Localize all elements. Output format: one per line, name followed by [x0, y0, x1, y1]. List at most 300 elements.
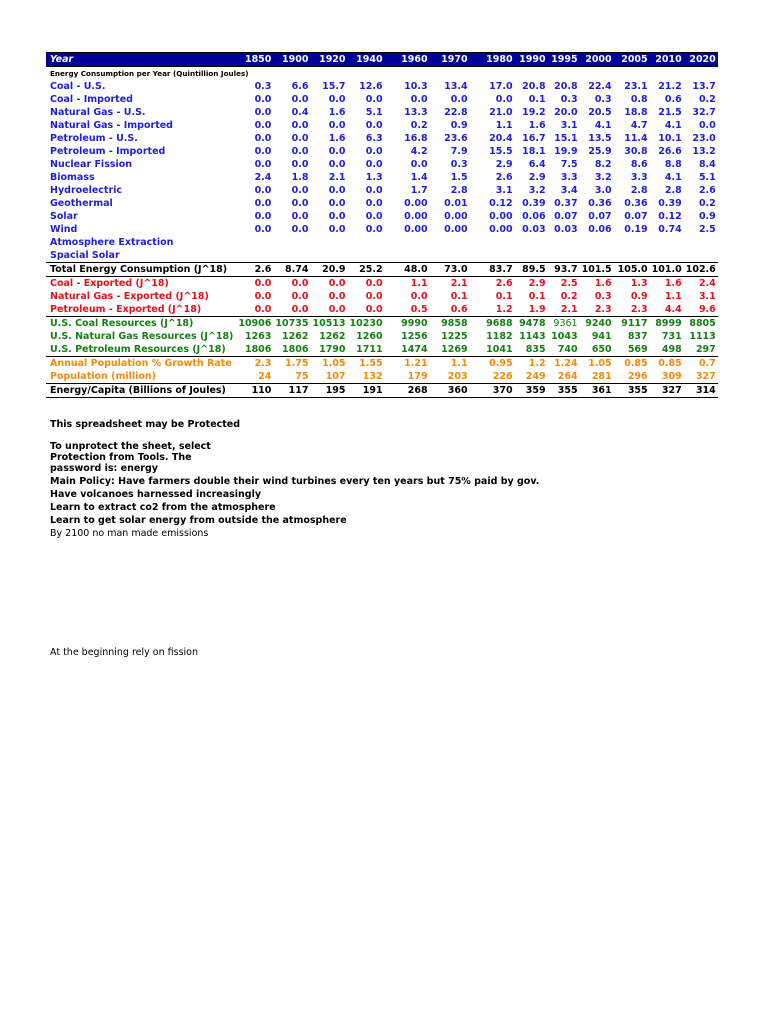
value-cell: 3.4 — [560, 185, 578, 196]
value-cell: 0.0 — [365, 224, 383, 235]
value-cell: 25.9 — [588, 146, 612, 157]
value-cell: 1.05 — [588, 358, 612, 369]
value-cell: 0.0 — [254, 146, 272, 157]
value-cell: 0.3 — [254, 81, 272, 92]
value-cell: 105.0 — [614, 263, 650, 277]
value-cell: 0.0 — [291, 185, 309, 196]
value-cell: 0.3 — [560, 94, 578, 105]
value-cell: 0.00 — [404, 224, 428, 235]
value-cell: 359 — [515, 384, 548, 398]
value-cell: 0.00 — [404, 198, 428, 209]
value-cell: 0.0 — [365, 159, 383, 170]
value-cell: 0.3 — [594, 291, 612, 302]
value-cell: 13.5 — [588, 133, 612, 144]
row-label: Spacial Solar — [46, 249, 235, 263]
value-cell: 4.1 — [664, 172, 682, 183]
value-cell: 0.0 — [254, 211, 272, 222]
year-header-cell: 1960 — [385, 53, 430, 67]
value-cell: 16.7 — [522, 133, 546, 144]
value-cell: 0.1 — [450, 291, 468, 302]
value-cell: 309 — [650, 370, 684, 384]
row-label: Coal - U.S. — [50, 81, 106, 92]
value-cell: 314 — [684, 384, 718, 398]
value-cell — [385, 249, 430, 263]
value-cell — [684, 236, 718, 249]
value-cell: 89.5 — [515, 263, 548, 277]
value-cell: 30.8 — [624, 146, 648, 157]
value-cell: 101.0 — [651, 264, 682, 275]
value-cell: 0.0 — [328, 198, 346, 209]
value-cell: 15.5 — [489, 146, 513, 157]
value-cell: 1041 — [470, 343, 515, 357]
value-cell: 0.74 — [658, 224, 682, 235]
value-cell: 10906 — [238, 318, 272, 329]
value-cell: 0.37 — [554, 198, 578, 209]
value-cell: 117 — [273, 384, 310, 398]
value-cell: 3.0 — [594, 185, 612, 196]
value-cell: 23.6 — [444, 133, 468, 144]
value-cell: 355 — [614, 384, 650, 398]
value-cell: 75 — [273, 370, 310, 384]
value-cell: 0.0 — [328, 291, 346, 302]
value-cell: 0.2 — [698, 198, 716, 209]
policy-space-solar: Learn to get solar energy from outside the atmosphere — [50, 515, 347, 526]
value-cell: 10.3 — [404, 81, 428, 92]
value-cell: 0.0 — [291, 198, 309, 209]
value-cell: 2.3 — [614, 303, 650, 317]
value-cell: 1.6 — [328, 107, 346, 118]
table-row — [46, 80, 718, 93]
value-cell: 1269 — [430, 343, 470, 357]
value-cell: 9117 — [621, 318, 648, 329]
value-cell: 1.3 — [365, 172, 383, 183]
value-cell: 0.0 — [365, 120, 383, 131]
row-label: Natural Gas - Imported — [50, 120, 173, 131]
value-cell: 0.12 — [489, 198, 513, 209]
value-cell — [614, 249, 650, 263]
value-cell: 0.0 — [254, 224, 272, 235]
year-header-cell: 1990 — [515, 53, 548, 67]
year-header-cell: 2005 — [614, 53, 650, 67]
year-header-cell: 2020 — [684, 53, 718, 67]
value-cell: 0.6 — [430, 303, 470, 317]
value-cell: 0.6 — [664, 94, 682, 105]
value-cell: 281 — [580, 370, 614, 384]
value-cell: 1790 — [310, 343, 347, 357]
value-cell: 0.01 — [444, 198, 468, 209]
value-cell: 3.2 — [528, 185, 546, 196]
value-cell: 0.0 — [328, 120, 346, 131]
value-cell: 1474 — [385, 343, 430, 357]
value-cell — [684, 249, 718, 263]
value-cell — [515, 249, 548, 263]
value-cell: 1.6 — [594, 278, 612, 289]
policy-emissions: By 2100 no man made emissions — [50, 528, 209, 539]
value-cell — [273, 236, 310, 249]
value-cell: 1.1 — [495, 120, 513, 131]
value-cell: 0.0 — [254, 278, 272, 289]
value-cell: 9858 — [441, 318, 468, 329]
year-header-cell: 1980 — [470, 53, 515, 67]
value-cell: 110 — [235, 384, 273, 398]
value-cell: 0.36 — [588, 198, 612, 209]
value-cell: 0.0 — [254, 107, 272, 118]
value-cell: 1.75 — [285, 358, 309, 369]
table-row — [46, 330, 718, 343]
value-cell: 21.0 — [489, 107, 513, 118]
value-cell: 1262 — [282, 331, 309, 342]
value-cell: 0.36 — [624, 198, 648, 209]
value-cell: 32.7 — [692, 107, 716, 118]
value-cell: 24 — [235, 370, 273, 384]
value-cell: 6.4 — [528, 159, 546, 170]
value-cell: 0.4 — [291, 107, 309, 118]
value-cell: 0.1 — [495, 291, 513, 302]
value-cell: 1113 — [689, 331, 716, 342]
value-cell: 0.95 — [489, 358, 513, 369]
table-row — [46, 184, 718, 197]
value-cell: 3.1 — [698, 291, 716, 302]
table-row — [46, 106, 718, 119]
value-cell: 0.2 — [698, 94, 716, 105]
value-cell: 20.8 — [554, 81, 578, 92]
table-row — [46, 357, 718, 371]
value-cell — [548, 236, 580, 249]
value-cell: 9.6 — [684, 303, 718, 317]
value-cell — [548, 249, 580, 263]
value-cell: 0.0 — [410, 291, 428, 302]
value-cell: 0.00 — [404, 211, 428, 222]
row-label: Total Energy Consumption (J^18) — [46, 263, 235, 277]
value-cell: 1.4 — [410, 172, 428, 183]
value-cell: 9361 — [553, 318, 578, 329]
value-cell: 8805 — [689, 318, 716, 329]
year-header-cell: 1900 — [273, 53, 310, 67]
value-cell: 0.2 — [560, 291, 578, 302]
value-cell: 0.0 — [291, 159, 309, 170]
value-cell: 5.1 — [698, 172, 716, 183]
value-cell: 2.5 — [698, 224, 716, 235]
value-cell: 0.0 — [328, 185, 346, 196]
value-cell: 21.2 — [658, 81, 682, 92]
value-cell: 17.0 — [489, 81, 513, 92]
value-cell: 23.1 — [624, 81, 648, 92]
value-cell: 1182 — [486, 331, 513, 342]
value-cell: 203 — [430, 370, 470, 384]
value-cell: 6.6 — [291, 81, 309, 92]
value-cell: 0.06 — [522, 211, 546, 222]
year-header-cell: 1940 — [348, 53, 385, 67]
row-label: Atmosphere Extraction — [50, 237, 174, 248]
value-cell: 2.9 — [528, 172, 546, 183]
value-cell: 0.7 — [698, 358, 716, 369]
value-cell: 941 — [591, 331, 612, 342]
value-cell: 2.3 — [580, 303, 614, 317]
value-cell: 1043 — [551, 331, 578, 342]
table-row — [46, 171, 718, 184]
value-cell: 20.8 — [522, 81, 546, 92]
value-cell: 8999 — [655, 318, 682, 329]
value-cell: 0.0 — [450, 94, 468, 105]
value-cell: 370 — [470, 384, 515, 398]
value-cell: 16.8 — [404, 133, 428, 144]
value-cell: 0.3 — [594, 94, 612, 105]
value-cell: 20.4 — [489, 133, 513, 144]
value-cell: 0.0 — [328, 94, 346, 105]
protected-note: This spreadsheet may be Protected — [50, 419, 241, 430]
unprotect-note-line-1: To unprotect the sheet, select — [50, 441, 211, 452]
value-cell: 1262 — [319, 331, 346, 342]
value-cell: 1260 — [356, 331, 383, 342]
table-row — [46, 263, 718, 277]
table-row — [46, 317, 718, 331]
value-cell: 0.0 — [254, 120, 272, 131]
value-cell: 1.2 — [470, 303, 515, 317]
value-cell: 0.0 — [291, 133, 309, 144]
value-cell: 1.8 — [291, 172, 309, 183]
value-cell: 8.74 — [273, 263, 310, 277]
value-cell: 1.5 — [450, 172, 468, 183]
table-row — [46, 223, 718, 236]
value-cell: 4.7 — [630, 120, 648, 131]
table-row — [46, 370, 718, 384]
value-cell: 0.03 — [522, 224, 546, 235]
value-cell: 2.9 — [495, 159, 513, 170]
value-cell: 0.0 — [310, 303, 347, 317]
value-cell: 0.0 — [235, 303, 273, 317]
value-cell: 0.00 — [444, 211, 468, 222]
energy-spreadsheet — [46, 52, 718, 398]
value-cell: 0.5 — [385, 303, 430, 317]
value-cell: 0.03 — [554, 224, 578, 235]
value-cell: 0.07 — [588, 211, 612, 222]
value-cell: 0.0 — [291, 146, 309, 157]
value-cell: 3.1 — [495, 185, 513, 196]
value-cell: 360 — [430, 384, 470, 398]
year-header-cell: 1970 — [430, 53, 470, 67]
value-cell: 8.4 — [698, 159, 716, 170]
value-cell: 0.0 — [495, 94, 513, 105]
value-cell — [310, 236, 347, 249]
value-cell: 10.1 — [658, 133, 682, 144]
value-cell: 0.0 — [365, 211, 383, 222]
value-cell: 9688 — [486, 318, 513, 329]
value-cell: 731 — [661, 331, 682, 342]
value-cell — [430, 249, 470, 263]
value-cell: 0.0 — [365, 94, 383, 105]
table-row — [46, 145, 718, 158]
value-cell: 1.6 — [328, 133, 346, 144]
value-cell — [235, 236, 273, 249]
value-cell: 0.0 — [254, 159, 272, 170]
row-label: Nuclear Fission — [50, 159, 133, 170]
value-cell: 0.0 — [291, 94, 309, 105]
value-cell: 0.9 — [698, 211, 716, 222]
table-row — [46, 197, 718, 210]
table-row — [46, 277, 718, 291]
value-cell: 22.8 — [444, 107, 468, 118]
value-cell: 0.00 — [489, 224, 513, 235]
value-cell: 0.0 — [365, 278, 383, 289]
value-cell: 2.4 — [254, 172, 272, 183]
value-cell: 1.1 — [450, 358, 468, 369]
value-cell: 2.4 — [698, 278, 716, 289]
value-cell — [385, 236, 430, 249]
year-header-cell: 2010 — [650, 53, 684, 67]
value-cell: 102.6 — [685, 264, 716, 275]
value-cell: 6.3 — [365, 133, 383, 144]
value-cell: 0.0 — [254, 133, 272, 144]
value-cell: 2.9 — [528, 278, 546, 289]
value-cell: 0.0 — [291, 211, 309, 222]
row-label: Population (million) — [46, 370, 235, 384]
value-cell: 19.2 — [522, 107, 546, 118]
value-cell: 0.1 — [528, 94, 546, 105]
policy-main: Main Policy: Have farmers double their wind turbines every ten years but 75% paid by gov. — [50, 476, 540, 487]
value-cell: 1.05 — [322, 358, 346, 369]
value-cell: 327 — [684, 370, 718, 384]
value-cell: 2.8 — [450, 185, 468, 196]
value-cell: 297 — [684, 343, 718, 357]
value-cell: 12.6 — [359, 81, 383, 92]
value-cell: 0.9 — [450, 120, 468, 131]
value-cell: 0.0 — [410, 159, 428, 170]
value-cell: 0.0 — [698, 120, 716, 131]
value-cell: 2.3 — [254, 358, 272, 369]
value-cell: 2.6 — [698, 185, 716, 196]
value-cell: 2.8 — [630, 185, 648, 196]
year-header-cell: 1995 — [548, 53, 580, 67]
value-cell: 2.1 — [450, 278, 468, 289]
table-row — [46, 158, 718, 171]
value-cell — [580, 236, 614, 249]
value-cell — [515, 236, 548, 249]
value-cell: 3.2 — [594, 172, 612, 183]
value-cell: 1.24 — [554, 358, 578, 369]
value-cell: 13.3 — [404, 107, 428, 118]
value-cell: 4.2 — [410, 146, 428, 157]
row-label: Natural Gas - U.S. — [50, 107, 146, 118]
value-cell: 20.9 — [310, 263, 347, 277]
table-row — [46, 290, 718, 303]
row-label: U.S. Coal Resources (J^18) — [50, 318, 194, 329]
value-cell: 132 — [348, 370, 385, 384]
row-label: Petroleum - U.S. — [50, 133, 138, 144]
value-cell: 0.00 — [444, 224, 468, 235]
value-cell: 15.7 — [322, 81, 346, 92]
value-cell: 83.7 — [470, 263, 515, 277]
value-cell — [650, 249, 684, 263]
value-cell: 18.1 — [522, 146, 546, 157]
value-cell: 0.0 — [273, 303, 310, 317]
value-cell: 7.9 — [450, 146, 468, 157]
row-label: U.S. Petroleum Resources (J^18) — [46, 343, 235, 357]
value-cell: 3.3 — [560, 172, 578, 183]
table-row — [46, 303, 718, 317]
row-label: Geothermal — [50, 198, 113, 209]
value-cell: 0.0 — [254, 94, 272, 105]
value-cell: 21.5 — [658, 107, 682, 118]
value-cell: 22.4 — [588, 81, 612, 92]
value-cell: 569 — [614, 343, 650, 357]
value-cell — [614, 236, 650, 249]
value-cell: 8.8 — [664, 159, 682, 170]
row-label: Wind — [50, 224, 78, 235]
value-cell: 1.2 — [528, 358, 546, 369]
energy-consumption-subheader: Energy Consumption per Year (Quintillion Joules) — [50, 69, 249, 78]
value-cell: 1225 — [441, 331, 468, 342]
value-cell: 8.6 — [630, 159, 648, 170]
row-label: Coal - Exported (J^18) — [50, 278, 169, 289]
table-row — [46, 93, 718, 106]
value-cell — [470, 249, 515, 263]
value-cell: 0.0 — [291, 120, 309, 131]
value-cell — [650, 236, 684, 249]
value-cell: 0.0 — [254, 291, 272, 302]
value-cell: 0.85 — [658, 358, 682, 369]
row-label: Petroleum - Imported — [50, 146, 166, 157]
value-cell: 0.07 — [624, 211, 648, 222]
value-cell — [310, 249, 347, 263]
value-cell: 195 — [310, 384, 347, 398]
value-cell: 0.0 — [328, 224, 346, 235]
value-cell: 5.1 — [365, 107, 383, 118]
value-cell: 13.4 — [444, 81, 468, 92]
value-cell: 1263 — [244, 331, 272, 342]
value-cell: 15.1 — [554, 133, 578, 144]
value-cell: 327 — [650, 384, 684, 398]
value-cell: 9990 — [401, 318, 428, 329]
value-cell: 0.0 — [254, 185, 272, 196]
row-label: Hydroelectric — [50, 185, 123, 196]
value-cell: 4.4 — [650, 303, 684, 317]
value-cell: 0.2 — [410, 120, 428, 131]
value-cell: 9240 — [585, 318, 612, 329]
value-cell: 0.06 — [588, 224, 612, 235]
table-row — [46, 236, 718, 249]
year-header-cell: 2000 — [580, 53, 614, 67]
value-cell: 0.0 — [254, 198, 272, 209]
policy-volcanoes: Have volcanoes harnessed increasingly — [50, 489, 262, 500]
value-cell: 2.1 — [548, 303, 580, 317]
value-cell: 18.8 — [624, 107, 648, 118]
value-cell: 3.1 — [560, 120, 578, 131]
value-cell: 4.1 — [664, 120, 682, 131]
value-cell: 2.6 — [235, 263, 273, 277]
value-cell: 26.6 — [658, 146, 682, 157]
value-cell: 1806 — [273, 343, 310, 357]
value-cell: 498 — [650, 343, 684, 357]
value-cell: 1.1 — [664, 291, 682, 302]
value-cell: 0.9 — [630, 291, 648, 302]
value-cell: 10513 — [312, 318, 346, 329]
value-cell: 107 — [310, 370, 347, 384]
value-cell: 268 — [385, 384, 430, 398]
value-cell: 0.0 — [328, 159, 346, 170]
year-header-cell: 1850 — [235, 53, 273, 67]
value-cell: 1.6 — [528, 120, 546, 131]
table-row — [46, 132, 718, 145]
value-cell: 0.12 — [658, 211, 682, 222]
year-header-cell: 1920 — [310, 53, 347, 67]
year-header-row — [46, 53, 718, 67]
row-label: Energy/Capita (Billions of Joules) — [46, 384, 235, 398]
table-row — [46, 210, 718, 223]
value-cell: 2.6 — [495, 172, 513, 183]
value-cell: 0.19 — [624, 224, 648, 235]
value-cell: 740 — [548, 343, 580, 357]
value-cell: 0.0 — [365, 185, 383, 196]
